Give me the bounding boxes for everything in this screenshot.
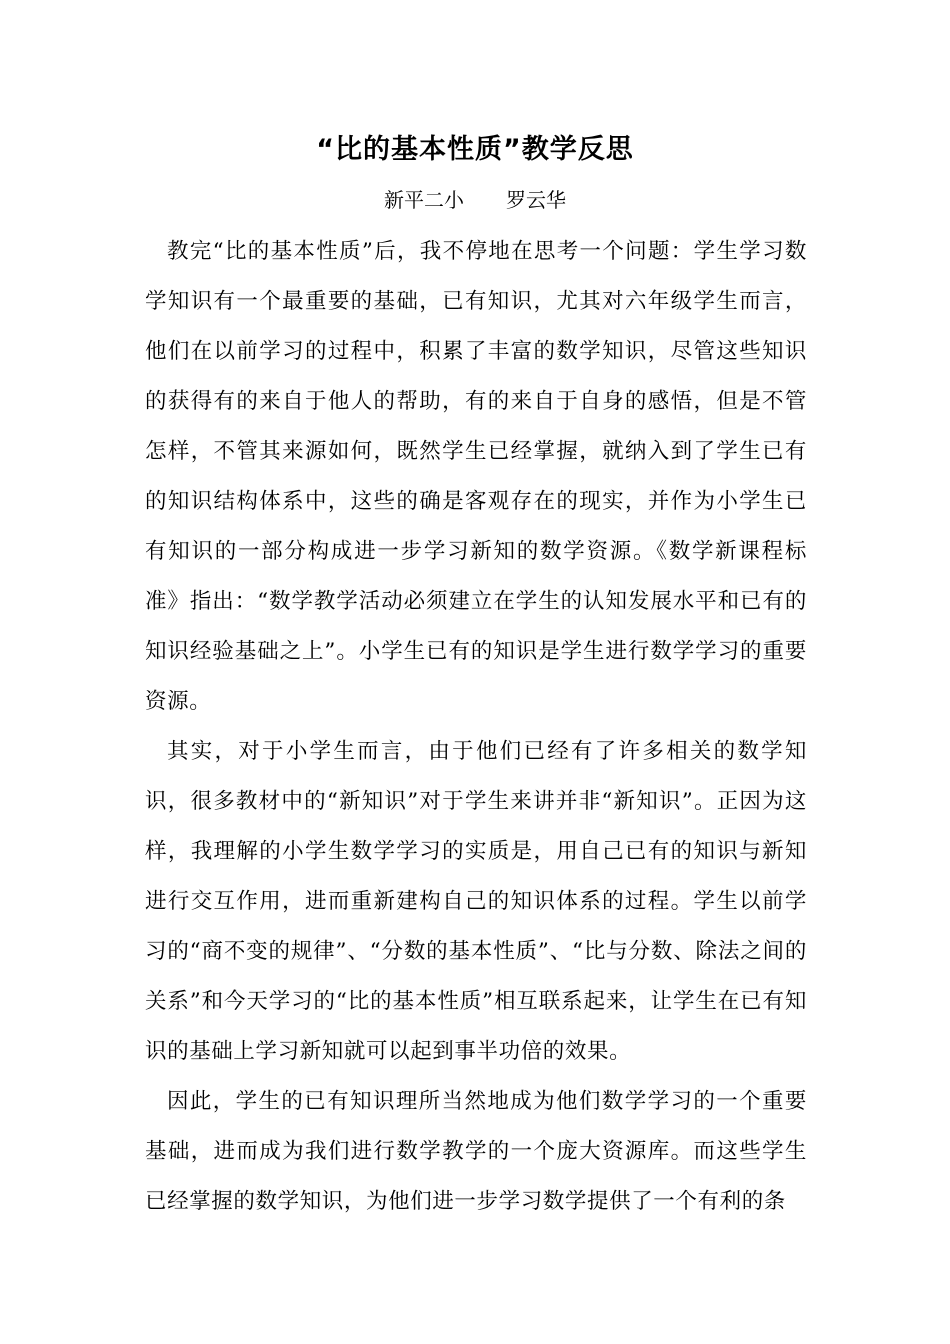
byline [0, 180, 950, 220]
author-name: 罗云华 [506, 188, 566, 212]
paragraph-3: 因此，学生的已有知识理所当然地成为他们数学学习的一个重要基础，进而成为我们进行数学教学的一个庞大资源库。而这些学生已经掌握的数学知识，为他们进一步学习数学提供了一个有利的条 [145, 1089, 807, 1214]
document-title: “比的基本性质”教学反思 [316, 134, 634, 165]
document-body [145, 227, 807, 1227]
paragraph-1: 教完“比的基本性质”后，我不停地在思考一个问题：学生学习数学知识有一个最重要的基础，已有知识，尤其对六年级学生而言，他们在以前学习的过程中，积累了丰富的数学知识，尽管这些知识的获得有的来自于他人的帮助，有的来自于自身的感悟，但是不管怎样，不管其来源如何，既然学生已经掌握，就纳入到了学生已有的知识结构体系中，这些的确是客观存在的现实，并作为小学生已有知识的一部分构成进一步学习新知的数学资源。《数学新课程标准》指出：“数学教学活动必须建立在学生的认知发展水平和已有的知识经验基础之上”。小学生已有的知识是学生进行数学学习的重要资源。 [145, 239, 807, 714]
paragraph-2: 其实，对于小学生而言，由于他们已经有了许多相关的数学知识，很多教材中的“新知识”对于学生来讲并非“新知识”。正因为这样，我理解的小学生数学学习的实质是，用自己已有的知识与新知进行交互作用，进而重新建构自己的知识体系的过程。学生以前学习的“商不变的规律”、“分数的基本性质”、“比与分数、除法之间的关系”和今天学习的“比的基本性质”相互联系起来，让学生在已有知识的基础上学习新知就可以起到事半功倍的效果。 [145, 739, 807, 1064]
school-name: 新平二小 [384, 188, 464, 212]
